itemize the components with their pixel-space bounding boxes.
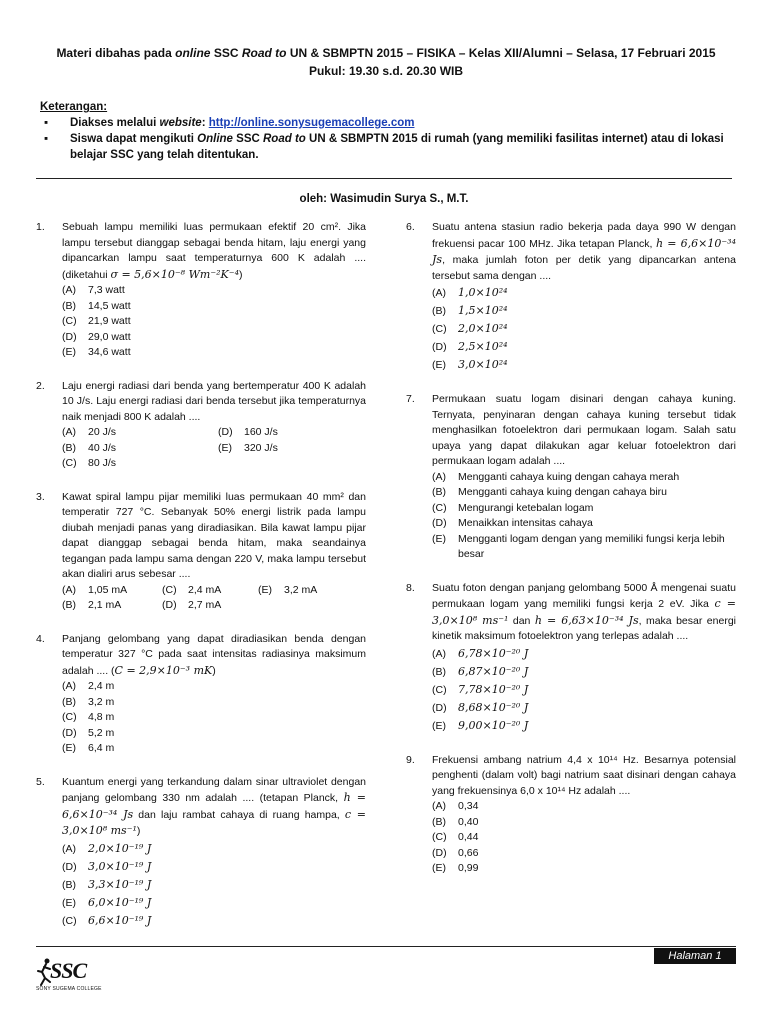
keterangan-title: Keterangan: bbox=[40, 101, 108, 113]
question-7: 7. Permukaan suatu logam disinari dengan cahaya kuning. Ternyata, penyinaran dengan cahaya kuning tersebut tidak menghasilkan fotoelektron dari permukaan logam. Salah satu upaya yang dapat dilakukan agar keluar fotoelektron dari permukaan logam adalah .... (A) Mengganti cahaya kuing dengan cahaya merah (B) Mengganti cahaya kuing dengan cahaya biru (C) Mengurangi ketebalan logam (D) Menaikkan intensitas cahaya (E) Mengganti logam dengan yang memiliki fungsi kerja lebih besar bbox=[406, 392, 736, 563]
page-number-badge: Halaman 1 bbox=[654, 948, 736, 964]
options-q8: (A) 6,78×10⁻²⁰ J (B) 6,87×10⁻²⁰ J (C) 7,78×10⁻²⁰ J (D) 8,68×10⁻²⁰ J (E) 9,00×10⁻²⁰ J bbox=[432, 646, 529, 732]
options-q1: (A) 7,3 watt (B) 14,5 watt (C) 21,9 watt (D) 29,0 watt (E) 34,6 watt bbox=[62, 284, 131, 358]
options-q7: (A) Mengganti cahaya kuing dengan cahaya merah (B) Mengganti cahaya kuing dengan cahaya biru (C) Mengurangi ketebalan logam (D) Menaikkan intensitas cahaya (E) Mengganti logam dengan yang memiliki fungsi kerja lebih besar bbox=[432, 470, 725, 560]
question-8: 8. Suatu foton dengan panjang gelombang 5000 Å mengenai suatu permukaan logam yang memiliki fungsi kerja 2 eV. Jika c = 3,0×10⁸ ms⁻¹ dan h = 6,63×10⁻³⁴ Js, maka besar energi kinetik maksimum fotoelektron yang terlepas adalah .... (A) 6,78×10⁻²⁰ J (B) 6,87×10⁻²⁰ J (C) 7,78×10⁻²⁰ J (D) 8,68×10⁻²⁰ J (E) 9,00×10⁻²⁰ J bbox=[406, 581, 736, 735]
right-column bbox=[406, 220, 736, 895]
keterangan-item-1: ▪ Diakses melalui website: http://online.sonysugemacollege.com bbox=[44, 117, 415, 129]
question-9: 9. Frekuensi ambang natrium 4,4 x 10¹⁴ Hz. Besarnya potensial penghenti (dalam volt) bagi natrium saat disinari dengan cahaya yang frekuensinya 6,0 x 10¹⁴ Hz adalah .... (A) 0,34 (B) 0,40 (C) 0,44 (D) 0,66 (E) 0,99 bbox=[406, 753, 736, 877]
question-6: 6. Suatu antena stasiun radio bekerja pada daya 990 W dengan frekuensi pacar 100 MHz. Jika tetapan Planck, h = 6,6×10⁻³⁴ Js, maka jumlah foton per detik yang dipancarkan antena tersebut sama dengan .... (A) 1,0×10²⁴ (B) 1,5×10²⁴ (C) 2,0×10²⁴ (D) 2,5×10²⁴ (E) 3,0×10²⁴ bbox=[406, 220, 736, 374]
bullet-icon: ▪ bbox=[44, 117, 49, 129]
bullet-icon: ▪ bbox=[44, 133, 49, 145]
options-q6: (A) 1,0×10²⁴ (B) 1,5×10²⁴ (C) 2,0×10²⁴ (D) 2,5×10²⁴ (E) 3,0×10²⁴ bbox=[432, 286, 508, 371]
options-q2: (A) 20 J/s (D) 160 J/s (B) 40 J/s (E) 320 J/s (C) 80 J/s bbox=[62, 426, 278, 469]
document-header bbox=[40, 44, 732, 80]
author-line: oleh: Wasimudin Surya S., M.T. bbox=[299, 193, 469, 205]
question-2: 2. Laju energi radiasi dari benda yang bertemperatur 400 K adalah 10 J/s. Laju energi radiasi dari benda tersebut jika temperaturnya naik menjadi 800 K adalah .... (A) 20 J/s (D) 160 J/s (B) 40 J/s (E) 320 J/s (C) 80 J/s bbox=[36, 379, 366, 472]
question-3: 3. Kawat spiral lampu pijar memiliki luas permukaan 40 mm² dan temperatir 727 °C. Sebanyak 50% energi listrik pada lampu diubah menjadi panas yang diradiasikan. Bila kawat lampu pijar dapat dianggap sebagai benda hitam, maka seandainya tegangan pada lampu sama dengan 220 V, maka lampu tersebut akan dialiri arus sebesar .... (A) 1,05 mA (C) 2,4 mA (E) 3,2 mA (B) 2,1 mA (D) 2,7 mA bbox=[36, 490, 366, 614]
options-q4: (A) 2,4 m (B) 3,2 m (C) 4,8 m (D) 5,2 m (E) 6,4 m bbox=[62, 680, 115, 754]
question-5: 5. Kuantum energi yang terkandung dalam sinar ultraviolet dengan panjang gelombang 330 nm adalah .... (tetapan Planck, h = 6,6×10⁻³⁴ Js dan laju rambat cahaya di ruang hampa, c = 3,0×10⁸ ms⁻¹) (A) 2,0×10⁻¹⁹ J (D) 3,0×10⁻¹⁹ J (B) 3,3×10⁻¹⁹ J (E) 6,0×10⁻¹⁹ J (C) 6,6×10⁻¹⁹ J bbox=[36, 775, 366, 930]
keterangan-section bbox=[40, 99, 740, 163]
options-q9: (A) 0,34 (B) 0,40 (C) 0,44 (D) 0,66 (E) 0,99 bbox=[432, 800, 479, 874]
left-column bbox=[36, 220, 366, 948]
website-link[interactable]: http://online.sonysugemacollege.com bbox=[208, 117, 415, 129]
options-q5: (A) 2,0×10⁻¹⁹ J (D) 3,0×10⁻¹⁹ J (B) 3,3×10⁻¹⁹ J (E) 6,0×10⁻¹⁹ J (C) 6,6×10⁻¹⁹ J bbox=[62, 841, 152, 927]
question-1: 1. Sebuah lampu memiliki luas permukaan efektif 20 cm². Jika lampu tersebut dianggap sebagai benda hitam, laju energi yang dipancarkan lampu saat temperaturnya 600 K adalah .... (diketahui σ = 5,6×10⁻⁸ Wm⁻²K⁻⁴) (A) 7,3 watt (B) 14,5 watt (C) 21,9 watt (D) 29,0 watt (E) 34,6 watt bbox=[36, 220, 366, 361]
header-line-1: Materi dibahas pada online SSC Road to UN & SBMPTN 2015 – FISIKA – Kelas XII/Alumni – Selasa, 17 Februari 2015 bbox=[56, 46, 716, 60]
footer-divider bbox=[36, 946, 736, 947]
ssc-logo bbox=[36, 956, 106, 996]
logo-subtitle: SONY SUGEMA COLLEGE bbox=[36, 986, 102, 992]
question-4: 4. Panjang gelombang yang dapat diradiasikan benda dengan temperatur 327 °C pada saat intensitas radiasinya maksimum adalah .... (C = 2,9×10⁻³ mK) (A) 2,4 m (B) 3,2 m (C) 4,8 m (D) 5,2 m (E) 6,4 m bbox=[36, 632, 366, 757]
header-line-2: Pukul: 19.30 s.d. 20.30 WIB bbox=[308, 64, 464, 78]
divider bbox=[36, 178, 732, 179]
options-q3: (A) 1,05 mA (C) 2,4 mA (E) 3,2 mA (B) 2,1 mA (D) 2,7 mA bbox=[62, 583, 318, 611]
logo-text: SSC bbox=[50, 958, 87, 983]
keterangan-item-2: ▪ Siswa dapat mengikuti Online SSC Road to UN & SBMPTN 2015 di rumah (yang memiliki fasilitas internet) atau di lokasi belajar SSC yang telah ditentukan. bbox=[44, 133, 724, 161]
